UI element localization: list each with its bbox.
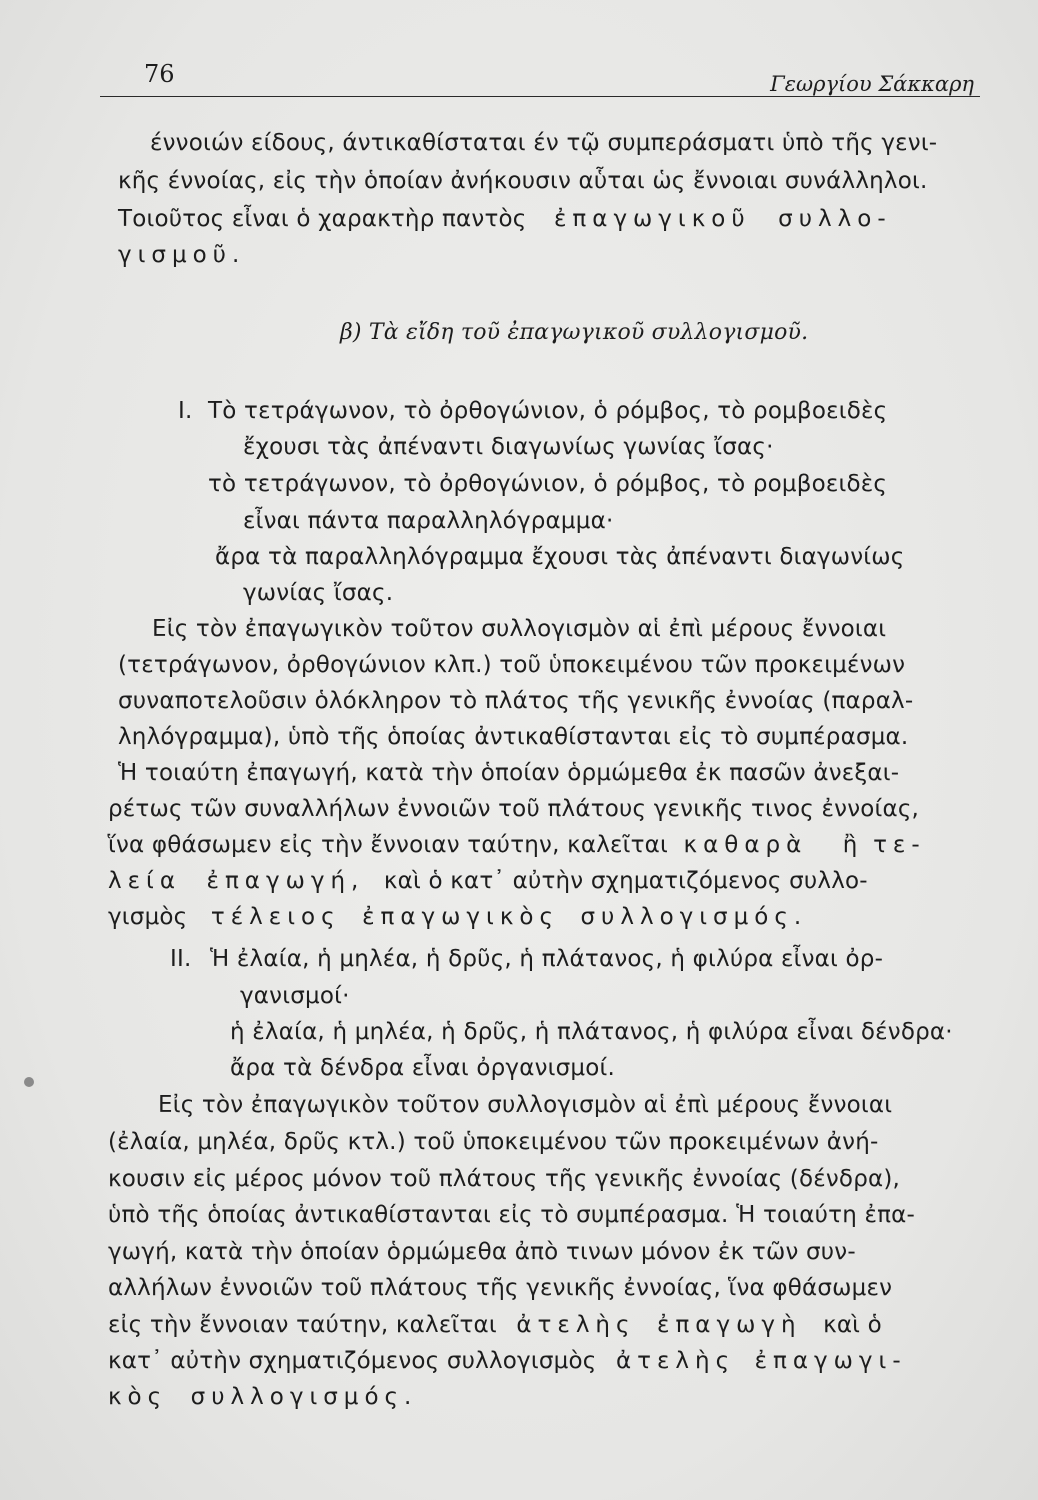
text-line: αλλήλων ἐννοιῶν τοῦ πλάτους τῆς γενικῆς ἐννοίας, ἵνα φθάσωμεν [108,1275,893,1301]
text-fragment: κατ᾽ αὐτὴν σχηματιζόμενος συλλογισμὸς [108,1348,597,1374]
example-numeral: I. [178,398,193,424]
spaced-term: γισμοῦ. [118,242,246,268]
spaced-term: λεία [108,868,181,894]
spaced-term: συλλο- [778,206,892,232]
text-line [108,1382,417,1412]
spaced-term: ἐπαγωγικοῦ [554,206,751,232]
text-line: Ἡ ἐλαία, ἡ μηλέα, ἡ δρῦς, ἡ πλάτανος, ἡ φιλύρα εἶναι ὀρ- [210,946,884,972]
text-line: γανισμοί· [240,983,350,1009]
text-line: ἄρα τὰ παραλληλόγραμμα ἔχουσι τὰς ἀπέναντι διαγωνίως [215,544,905,570]
text-line: τὸ τετράγωνον, τὸ ὀρθογώνιον, ὁ ρόμβος, τὸ ρομβοειδὲς [208,471,888,497]
text-line: Εἰς τὸν ἐπαγωγικὸν τοῦτον συλλογισμὸν αἱ ἐπὶ μέρους ἔννοιαι [158,1092,893,1118]
text-line: ὑπὸ τῆς ὁποίας ἀντικαθίστανται εἰς τὸ συμπέρασμα. Ἡ τοιαύτη ἐπα- [108,1202,916,1228]
running-head: Γεωργίου Σάκκαρη [770,72,974,96]
text-fragment: ἵνα φθάσωμεν εἰς τὴν ἔννοιαν ταύτην, καλεῖται [108,832,669,858]
text-line [108,1310,882,1340]
text-fragment: γισμὸς [108,904,188,930]
spaced-term: τέλειος [210,904,341,930]
text-line: γωγή, κατὰ τὴν ὁποίαν ὁρμώμεθα ἀπὸ τινων μόνον ἐκ τῶν συν- [108,1239,856,1265]
page-number: 76 [144,60,175,88]
spaced-term: ἐπαγωγή, [206,868,365,894]
spaced-term: ἐπαγωγι- [754,1348,907,1374]
text-line: έννοιών είδους, άντικαθίσταται έν τῷ συμπεράσματι ὑπὸ τῆς γενι- [150,130,938,156]
text-fragment: Τοιοῦτος εἶναι ὁ χαρακτὴρ παντὸς [118,206,527,232]
spaced-term: ἐπαγωγικὸς [362,904,559,930]
text-line: εἶναι πάντα παραλληλόγραμμα· [243,508,614,534]
text-line [108,902,807,932]
text-fragment: ἢ [842,832,858,858]
text-line: Ἡ τοιαύτη ἐπαγωγή, κατὰ τὴν ὁποίαν ὁρμώμεθα ἐκ πασῶν ἀνεξαι- [118,760,900,786]
text-fragment: εἰς τὴν ἔννοιαν ταύτην, καλεῖται [108,1312,497,1338]
text-line: ἡ ἐλαία, ἡ μηλέα, ἡ δρῦς, ἡ πλάτανος, ἡ φιλύρα εἶναι δένδρα· [230,1019,953,1045]
spaced-term: τε- [873,832,926,858]
spaced-term: κὸς [108,1384,168,1410]
text-line: Τὸ τετράγωνον, τὸ ὀρθογώνιον, ὁ ρόμβος, τὸ ρομβοειδὲς [208,398,888,424]
text-line [108,866,868,896]
scan-speck [24,1077,34,1087]
text-line: (τετράγωνον, ὀρθογώνιον κλπ.) τοῦ ὑποκειμένου τῶν προκειμένων [118,652,906,678]
text-line: ἔχουσι τὰς ἀπέναντι διαγωνίως γωνίας ἴσας· [243,434,774,460]
text-fragment: καὶ ὁ κατ᾽ αὐτὴν σχηματιζόμενος συλλο- [383,868,868,894]
spaced-term: ἀτελὴς [615,1348,736,1374]
text-line [108,830,926,860]
spaced-term: συλλογισμός. [580,904,808,930]
section-title: β) Τὰ εἴδη τοῦ ἐπαγωγικοῦ συλλογισμοῦ. [340,320,809,345]
text-line [108,1346,907,1376]
text-line [118,204,892,234]
text-fragment: καὶ ὁ [823,1312,882,1338]
spaced-term: καθαρὰ [683,832,808,858]
spaced-term: ἐπαγωγὴ [657,1312,802,1338]
text-line: κῆς έννοίας, εἰς τὴν ὁποίαν ἀνήκουσιν αὗται ὡς ἔννοιαι συνάλληλοι. [118,168,928,194]
text-line: (ἐλαία, μηλέα, δρῦς κτλ.) τοῦ ὑποκειμένου τῶν προκειμένων ἀνή- [108,1129,879,1155]
text-line: γωνίας ἴσας. [243,580,394,606]
spaced-term: συλλογισμός. [190,1384,418,1410]
text-line: ρέτως τῶν συναλλήλων ἐννοιῶν τοῦ πλάτους γενικῆς τινος ἐννοίας, [108,796,920,822]
text-line: Εἰς τὸν ἐπαγωγικὸν τοῦτον συλλογισμὸν αἱ ἐπὶ μέρους ἔννοιαι [152,616,887,642]
text-line: κουσιν εἰς μέρος μόνον τοῦ πλάτους τῆς γενικῆς ἐννοίας (δένδρα), [108,1166,901,1192]
example-numeral: II. [170,946,192,972]
text-line: συναποτελοῦσιν ὁλόκληρον τὸ πλάτος τῆς γενικῆς ἐννοίας (παραλ- [118,688,914,714]
text-line: ληλόγραμμα), ὑπὸ τῆς ὁποίας ἀντικαθίστανται εἰς τὸ συμπέρασμα. [118,724,909,750]
page-header [100,50,980,97]
spaced-term: ἀτελὴς [516,1312,636,1338]
text-line: ἄρα τὰ δένδρα εἶναι ὀργανισμοί. [230,1055,616,1081]
